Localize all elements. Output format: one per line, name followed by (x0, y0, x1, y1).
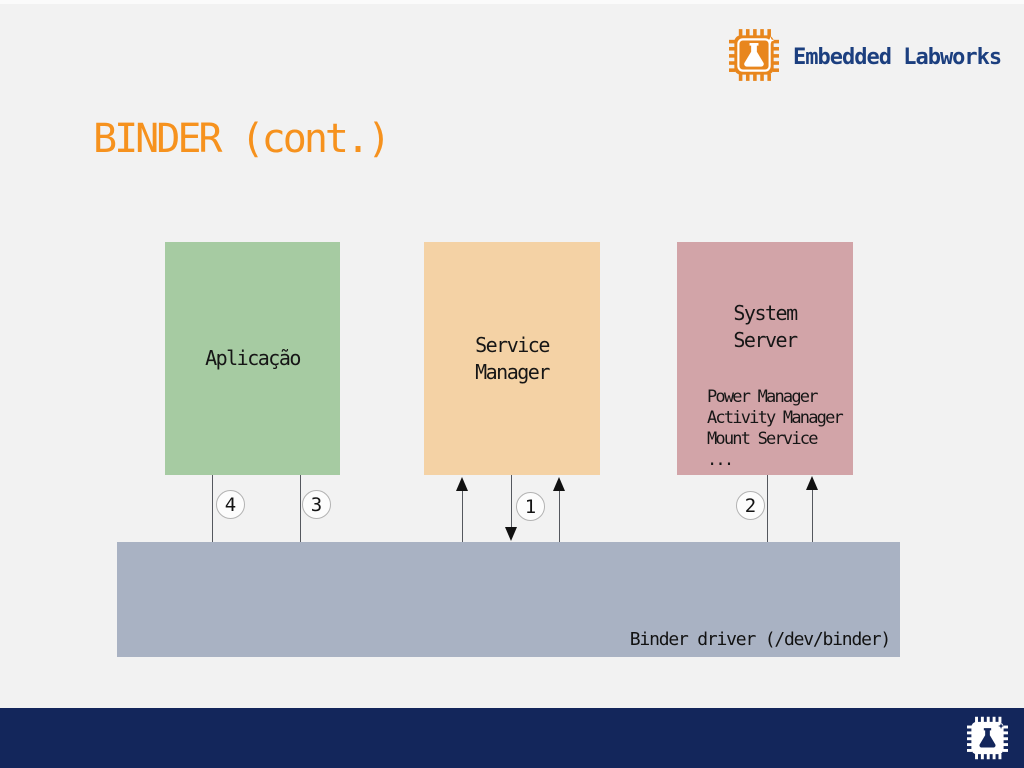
box-aplicacao-label: Aplicação (205, 346, 300, 370)
system-server-line1: System (733, 301, 797, 325)
arrow-down-icon (505, 527, 517, 541)
arrow-up-icon (553, 477, 565, 491)
service-manager-line2: Manager (475, 360, 549, 384)
step-badge-4: 4 (216, 490, 245, 519)
box-system-server-label (677, 300, 853, 354)
arrow-up-icon (456, 477, 468, 491)
service-item: ... (707, 450, 733, 470)
connector-1-line (511, 475, 512, 528)
flask-chip-footer-icon (967, 715, 1008, 765)
service-item: Activity Manager (707, 408, 842, 428)
box-service-manager-label (424, 332, 600, 386)
flask-chip-logo-icon (729, 28, 779, 86)
top-strip (0, 0, 1024, 4)
binder-driver-label: Binder driver (/dev/binder) (629, 629, 890, 650)
arrow-up-icon (806, 476, 818, 490)
brand-name: Embedded Labworks (793, 44, 1002, 70)
service-item: Mount Service (707, 429, 817, 449)
step-badge-2: 2 (736, 491, 765, 520)
box-system-server (677, 242, 853, 475)
system-server-services (707, 387, 842, 471)
service-manager-line1: Service (475, 333, 549, 357)
footer-bar (0, 708, 1024, 768)
box-binder-driver (117, 542, 900, 657)
step-badge-1: 1 (516, 492, 545, 521)
step-badge-3: 3 (302, 490, 331, 519)
box-aplicacao (165, 242, 340, 475)
page-title: BINDER (cont.) (93, 116, 389, 162)
brand-header (729, 28, 1001, 86)
service-item: Power Manager (707, 387, 817, 407)
system-server-line2: Server (733, 328, 797, 352)
box-service-manager (424, 242, 600, 475)
